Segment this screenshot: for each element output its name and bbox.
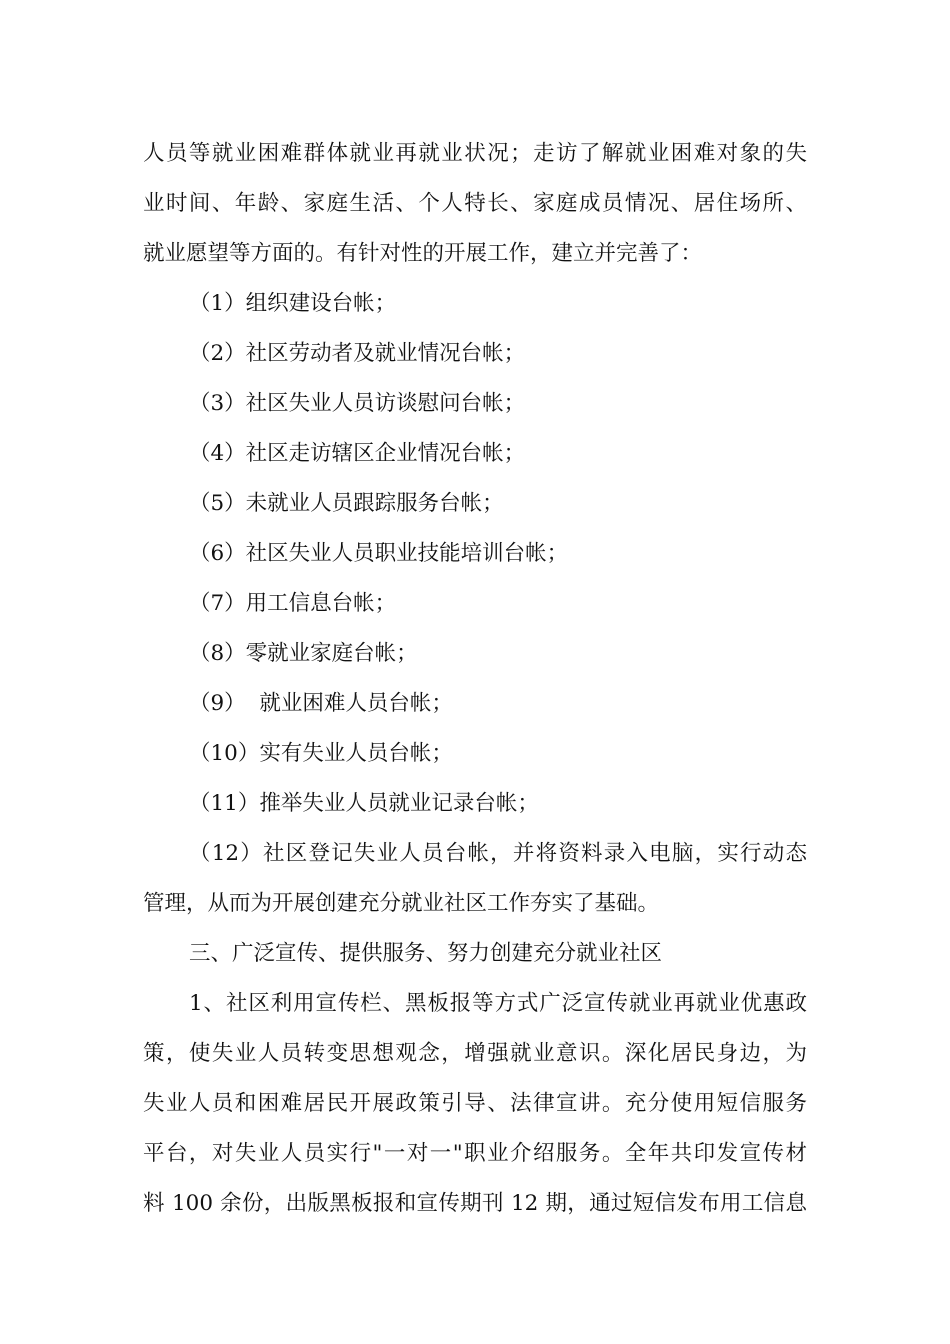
ledger-item: （7）用工信息台帐； [189,591,397,616]
ledger-item: （3）社区失业人员访谈慰问台帐； [189,391,526,416]
document-body [143,129,807,1229]
paragraph-line: 料 100 余份，出版黑板报和宣传期刊 12 期，通过短信发布用工信息 [143,1191,807,1216]
ledger-item: （6）社区失业人员职业技能培训台帐； [189,541,569,566]
ledger-item: （2）社区劳动者及就业情况台帐； [189,341,526,366]
paragraph-line: 1、社区利用宣传栏、黑板报等方式广泛宣传就业再就业优惠政 [189,991,807,1016]
ledger-item: （9） 就业困难人员台帐； [189,691,453,716]
intro-line: 就业愿望等方面的。有针对性的开展工作，建立并完善了： [143,241,703,266]
section-heading: 三、广泛宣传、提供服务、努力创建充分就业社区 [189,941,663,966]
ledger-item: （1）组织建设台帐； [189,291,397,316]
ledger-item: （4）社区走访辖区企业情况台帐； [189,441,526,466]
paragraph-line: 策，使失业人员转变思想观念，增强就业意识。深化居民身边，为 [143,1041,807,1066]
ledger-item-12-line: 管理，从而为开展创建充分就业社区工作夯实了基础。 [143,891,660,916]
ledger-item: （8）零就业家庭台帐； [189,641,418,666]
intro-line: 业时间、年龄、家庭生活、个人特长、家庭成员情况、居住场所、 [143,191,807,216]
paragraph-line: 失业人员和困难居民开展政策引导、法律宣讲。充分使用短信服务 [143,1091,807,1116]
ledger-item: （5）未就业人员跟踪服务台帐； [189,491,504,516]
ledger-item-12-line: （12）社区登记失业人员台帐，并将资料录入电脑，实行动态 [189,841,807,866]
ledger-item: （10）实有失业人员台帐； [189,741,453,766]
ledger-item: （11）推举失业人员就业记录台帐； [189,791,539,816]
paragraph-line: 平台，对失业人员实行"一对一"职业介绍服务。全年共印发宣传材 [143,1141,807,1166]
intro-line: 人员等就业困难群体就业再就业状况；走访了解就业困难对象的失 [143,141,807,166]
